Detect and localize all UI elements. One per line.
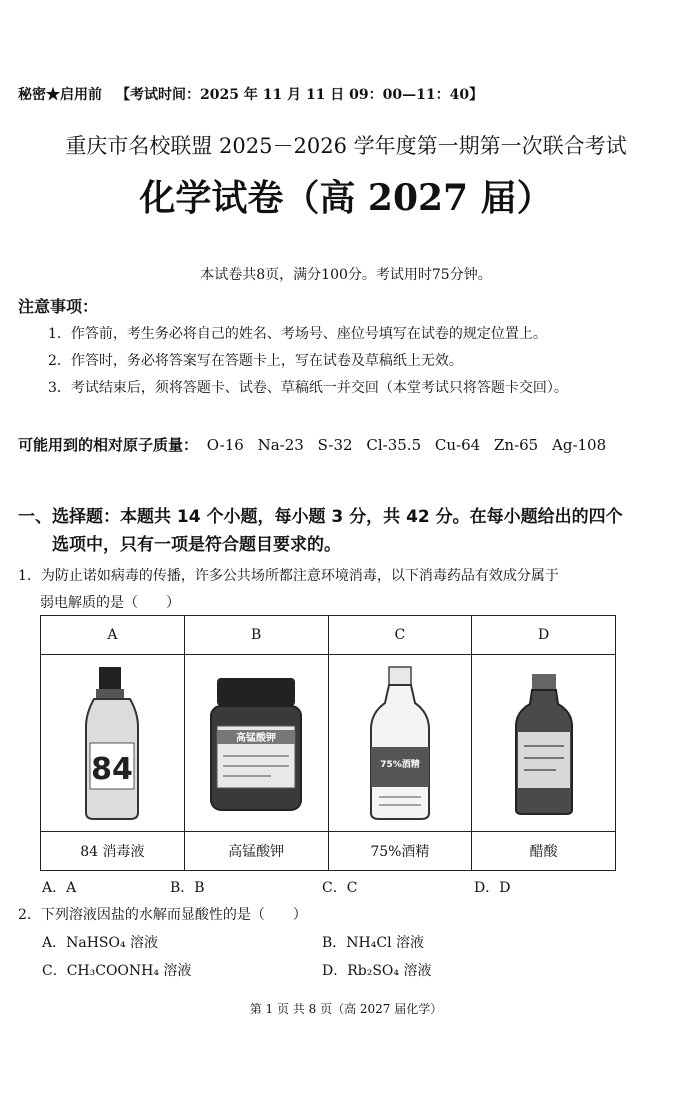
q2-choice-c[interactable]: C．CH₃COONH₄ 溶液 [42, 963, 192, 979]
q1-choice-b[interactable]: B．B [170, 880, 205, 896]
notice-item-2: 2．作答时，务必将答案写在答题卡上，写在试卷及草稿纸上无效。 [48, 353, 463, 369]
exam-info: 本试卷共8页，满分100分。考试用时75分钟。 [200, 267, 492, 283]
atomic-mass-item: S-32 [317, 436, 353, 454]
atomic-mass-item: Ag-108 [552, 436, 607, 454]
alcohol-bottle-icon [355, 663, 445, 823]
q2-stem: 2．下列溶液因盐的水解而显酸性的是（ ） [18, 907, 307, 923]
section-heading-line1: 一、选择题：本题共 14 个小题，每小题 3 分，共 42 分。在每小题给出的四个 [18, 507, 623, 527]
atomic-mass-item: Na-23 [257, 436, 304, 454]
exam-subtitle: 重庆市名校联盟 2025－2026 学年度第一期第一次联合考试 [65, 134, 627, 158]
bleach-label-text: 84 [91, 752, 134, 787]
q1-stem-line2: 弱电解质的是（ ） [40, 595, 180, 611]
confidential-header [18, 84, 483, 104]
exam-title: 化学试卷（高 2027 届） [139, 177, 553, 219]
jar-icon [201, 668, 311, 818]
option-image-a [41, 655, 185, 832]
atomic-mass-item: O-16 [206, 436, 244, 454]
atomic-mass-item: Zn-65 [493, 436, 539, 454]
option-image-b [184, 655, 328, 832]
atomic-mass-item: Cu-64 [434, 436, 481, 454]
atomic-mass-label: 可能用到的相对原子质量： [18, 436, 199, 454]
notice-heading: 注意事项： [18, 297, 99, 316]
q2-choice-d[interactable]: D．Rb₂SO₄ 溶液 [322, 963, 432, 979]
notice-item-3: 3．考试结束后，须将答题卡、试卷、草稿纸一并交回（本堂考试只将答题卡交回）。 [48, 380, 568, 396]
q2-choice-b[interactable]: B．NH₄Cl 溶液 [322, 935, 424, 951]
option-image-c [328, 655, 472, 832]
page-footer: 第 1 页 共 8 页（高 2027 届化学） [249, 1002, 443, 1016]
option-label-d: 醋酸 [472, 832, 616, 871]
atomic-mass-item: Cl-35.5 [366, 436, 422, 454]
option-image-d [472, 655, 616, 832]
jar-label-text: 高锰酸钾 [236, 733, 277, 744]
option-label-b: 高锰酸钾 [184, 832, 328, 871]
alcohol-label-text: 75%酒精 [380, 760, 420, 770]
notice-item-1: 1．作答前，考生务必将自己的姓名、考场号、座位号填写在试卷的规定位置上。 [48, 326, 547, 342]
option-header-d: D [472, 616, 616, 655]
exam-time: 【考试时间：2025 年 11 月 11 日 09：00—11：40】 [116, 87, 484, 103]
option-label-c: 75%酒精 [328, 832, 472, 871]
secret-mark: 秘密★启用前 [18, 87, 102, 103]
section-heading-line2: 选项中，只有一项是符合题目要求的。 [52, 535, 341, 555]
option-label-a: 84 消毒液 [41, 832, 185, 871]
option-header-b: B [184, 616, 328, 655]
q1-options-table [40, 615, 616, 871]
q1-choice-c[interactable]: C．C [322, 880, 358, 896]
atomic-mass-line [18, 434, 615, 455]
q1-choice-a[interactable]: A．A [42, 880, 77, 896]
bleach-bottle-icon [72, 663, 152, 823]
option-header-a: A [41, 616, 185, 655]
q2-choice-a[interactable]: A．NaHSO₄ 溶液 [42, 935, 159, 951]
q1-choice-d[interactable]: D．D [474, 880, 511, 896]
q1-stem-line1: 1．为防止诺如病毒的传播，许多公共场所都注意环境消毒，以下消毒药品有效成分属于 [18, 568, 559, 584]
option-header-c: C [328, 616, 472, 655]
vinegar-bottle-icon [504, 668, 584, 818]
